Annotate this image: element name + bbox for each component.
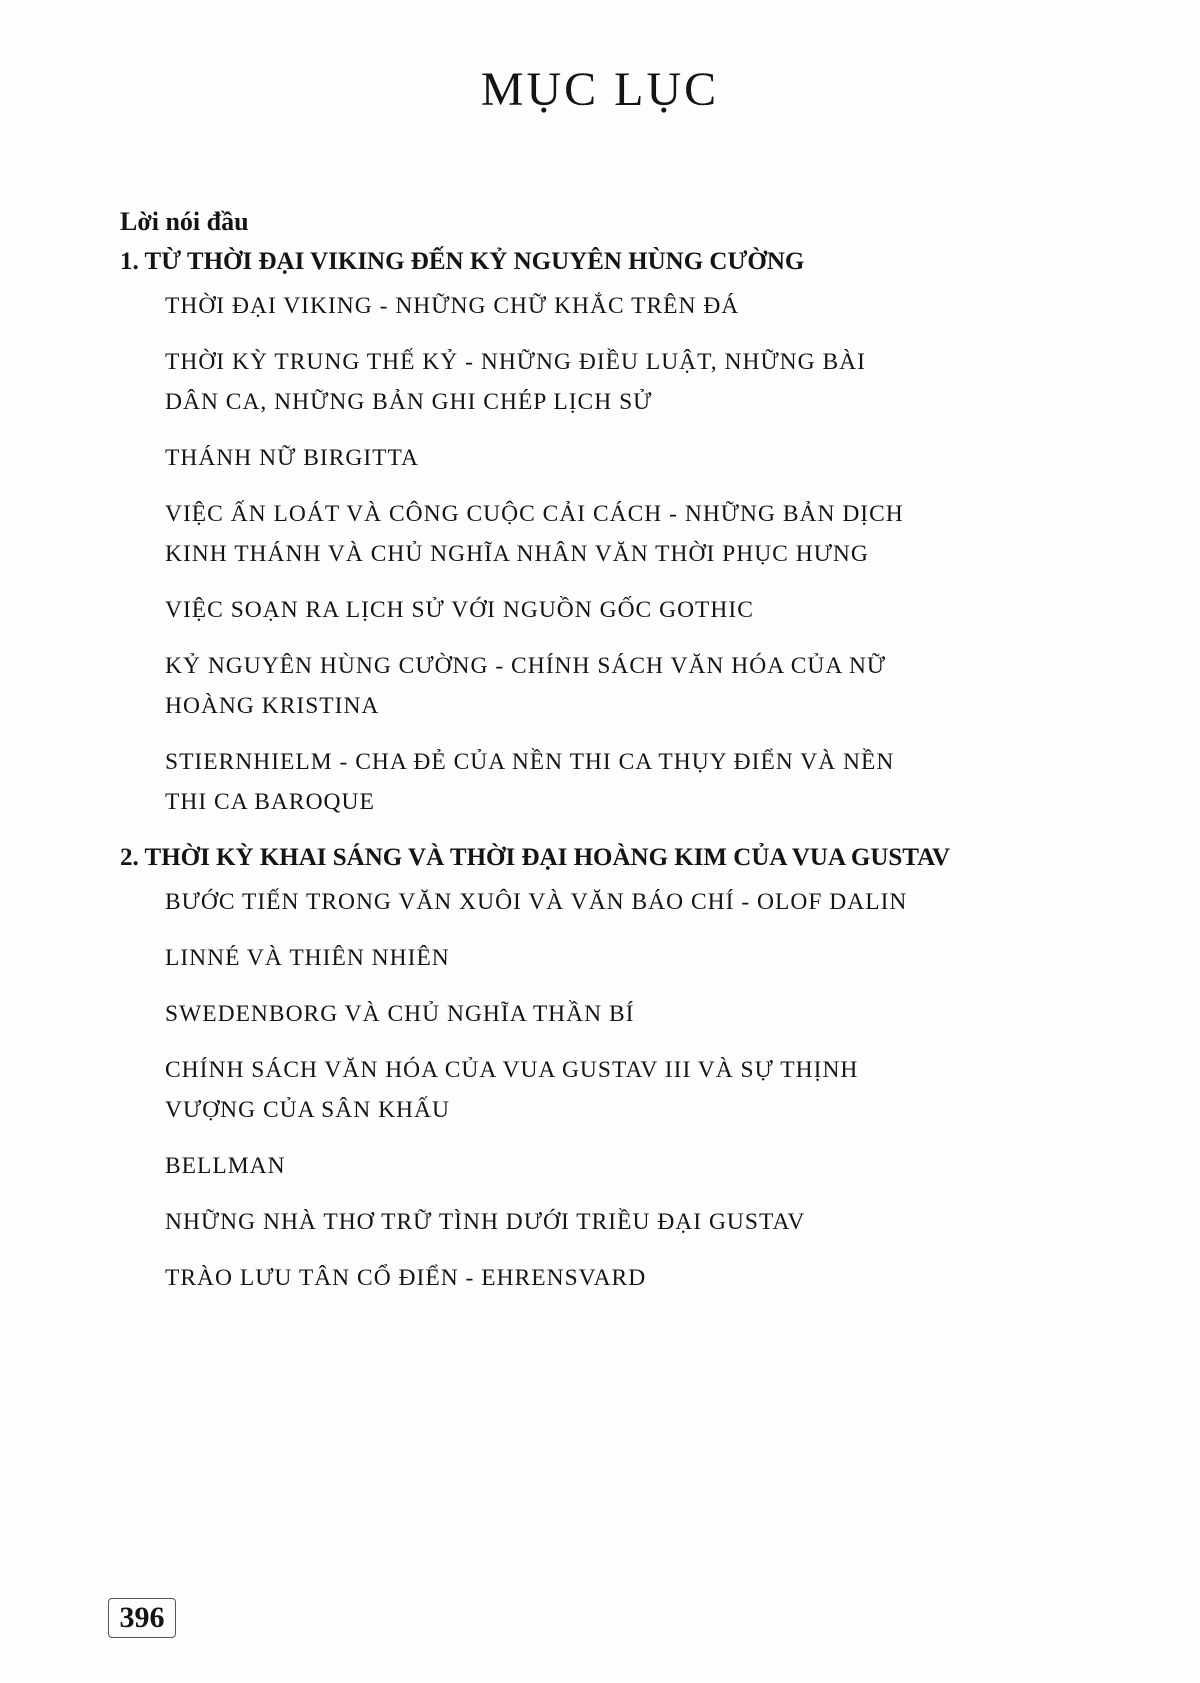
- toc-section: BƯỚC TIẾN TRONG VĂN XUÔI VÀ VĂN BÁO CHÍ - OLOF DALIN: [165, 889, 908, 915]
- toc-section: THỜI ĐẠI VIKING - NHỮNG CHỮ KHẮC TRÊN ĐÁ: [165, 293, 740, 319]
- toc-section: BELLMAN: [165, 1153, 286, 1179]
- toc-section: LINNÉ VÀ THIÊN NHIÊN: [165, 945, 450, 971]
- table-of-contents: [120, 205, 1020, 1314]
- toc-section: VIỆC ẤN LOÁT VÀ CÔNG CUỘC CẢI CÁCH - NHỮNG BẢN DỊCH KINH THÁNH VÀ CHỦ NGHĨA NHÂN VĂN THỜI PHỤC HƯNG: [165, 501, 904, 567]
- toc-section: THỜI KỲ TRUNG THẾ KỶ - NHỮNG ĐIỀU LUẬT, NHỮNG BÀI DÂN CA, NHỮNG BẢN GHI CHÉP LỊCH SỬ: [165, 349, 866, 415]
- toc-section: THÁNH NỮ BIRGITTA: [165, 445, 419, 471]
- page-number: 396: [108, 1598, 176, 1638]
- toc-section: TRÀO LƯU TÂN CỔ ĐIỂN - EHRENSVARD: [165, 1265, 647, 1291]
- toc-section: CHÍNH SÁCH VĂN HÓA CỦA VUA GUSTAV III VÀ SỰ THỊNH VƯỢNG CỦA SÂN KHẤU: [165, 1057, 859, 1123]
- toc-section: SWEDENBORG VÀ CHỦ NGHĨA THẦN BÍ: [165, 1001, 635, 1027]
- toc-chapter-1-heading: 1. TỪ THỜI ĐẠI VIKING ĐẾN KỶ NGUYÊN HÙNG CƯỜNG: [120, 248, 805, 275]
- toc-section: VIỆC SOẠN RA LỊCH SỬ VỚI NGUỒN GỐC GOTHIC: [165, 597, 754, 623]
- toc-section: KỶ NGUYÊN HÙNG CƯỜNG - CHÍNH SÁCH VĂN HÓA CỦA NỮ HOÀNG KRISTINA: [165, 653, 887, 719]
- toc-preface: Lời nói đầu: [120, 207, 249, 236]
- page-title: MỤC LỤC: [480, 63, 720, 116]
- toc-chapter-2-heading: 2. THỜI KỲ KHAI SÁNG VÀ THỜI ĐẠI HOÀNG KIM CỦA VUA GUSTAV: [120, 844, 951, 871]
- toc-section: NHỮNG NHÀ THƠ TRỮ TÌNH DƯỚI TRIỀU ĐẠI GUSTAV: [165, 1209, 806, 1235]
- toc-section: STIERNHIELM - CHA ĐẺ CỦA NỀN THI CA THỤY ĐIỂN VÀ NỀN THI CA BAROQUE: [165, 749, 895, 815]
